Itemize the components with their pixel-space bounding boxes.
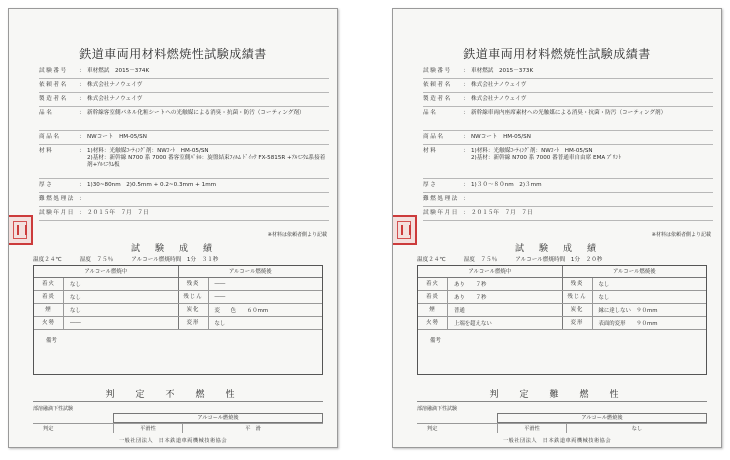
field-list	[423, 65, 713, 221]
field-thickness: 厚さ ： 1)３０～８０nm 2)３mm	[423, 179, 713, 193]
remarks-label: 備考	[46, 338, 57, 344]
verdict: 判 定 難 燃 性	[489, 390, 625, 400]
table-row: 火勢 ―― 変形 なし	[34, 317, 322, 330]
results-table	[33, 265, 323, 375]
field-list	[39, 65, 329, 221]
field-product-name: 品名 ： 新幹線客室側パネル化粧シートへの光触媒による消臭・抗菌・防汚（コーティング剤）	[39, 107, 329, 131]
document-title: 鉄道車両用材料燃焼性試験成績書	[79, 47, 267, 61]
table-row: 煙 なし 炭化 変 色 ６０mm	[34, 304, 322, 317]
results-title: 試 験 成 績	[130, 244, 215, 254]
table-row: 着火 なし 残炎 ――	[34, 278, 322, 291]
drip-test-label: 部溶融滴下性試験	[417, 406, 458, 412]
header-during-burn: アルコール燃焼中	[418, 266, 563, 277]
issuer: 一般社団法人 日本鉄道車両機械技術協会	[118, 438, 228, 444]
field-flame-treatment: 難燃処理法 ：	[423, 193, 713, 207]
field-trade-name: 商品名 ： NWコート HM-05/SN	[423, 131, 713, 145]
drip-test-header: アルコール燃焼後	[113, 413, 323, 423]
burn-duration: アルコール燃焼時間 1分 ３１秒	[131, 257, 219, 263]
header-after-burn: アルコール燃焼後	[612, 269, 656, 275]
table-row: 着炎 なし 残じん ――	[34, 291, 322, 304]
document-title: 鉄道車両用材料燃焼性試験成績書	[463, 47, 651, 61]
verdict: 判 定 不 燃 性	[105, 390, 241, 400]
field-requester: 依頼者名 ： 株式会社ナノウェイヴ	[39, 79, 329, 93]
test-conditions	[417, 255, 707, 263]
field-manufacturer: 製造者名 ： 株式会社ナノウェイヴ	[39, 93, 329, 107]
divider	[417, 401, 707, 402]
humidity: 湿度 ７５％	[79, 257, 114, 263]
field-flame-treatment: 難燃処理法 ：	[39, 193, 329, 207]
remarks-label: 備考	[430, 338, 441, 344]
table-row: 煙 普通 炭化 縁に達しない ９０mm	[418, 304, 706, 317]
certificate-document-left	[8, 8, 338, 448]
material-note: ※材料は依頼者側より記載	[651, 232, 711, 238]
results-table	[417, 265, 707, 375]
drip-test-header: アルコール燃焼後	[497, 413, 707, 423]
field-thickness: 厚さ ： 1)30~80nm 2)0.5mm + 0.2~0.3mm + 1mm	[39, 179, 329, 193]
temperature: 温度２４℃	[33, 257, 62, 263]
drip-test-table	[417, 413, 707, 433]
material-note: ※材料は依頼者側より記載	[267, 232, 327, 238]
field-test-date: 試験年月日 ： ２０１５年 ７月 ７日	[423, 207, 713, 221]
table-row: 火勢 上端を超えない 変形 表面的変形 ９０mm	[418, 317, 706, 330]
field-product-name: 品名 ： 新幹線車両内座席素材への光触媒による消臭・抗菌・防汚（コーティング剤）	[423, 107, 713, 131]
drip-test-table	[33, 413, 323, 433]
burn-duration: アルコール燃焼時間 1分 ２０秒	[515, 257, 603, 263]
results-table-header	[418, 266, 706, 278]
drip-test-label: 部溶融滴下性試験	[33, 406, 74, 412]
results-title: 試 験 成 績	[514, 244, 599, 254]
divider	[33, 401, 323, 402]
results-table-header	[34, 266, 322, 278]
field-manufacturer: 製造者名 ： 株式会社ナノウェイヴ	[423, 93, 713, 107]
header-after-burn: アルコール燃焼後	[228, 269, 272, 275]
table-row: 着炎 あり ７秒 残じん なし	[418, 291, 706, 304]
humidity: 湿度 ７５％	[463, 257, 498, 263]
field-requester: 依頼者名 ： 株式会社ナノウェイヴ	[423, 79, 713, 93]
field-material: 材料 ： 1)材料：光触媒ｺｰﾃｨﾝｸﾞ剤：NWｺｰﾄ HM-05/SN 2)基材：新幹線 N700 系 7000 番普通車自由席 EMA ﾌﾟﾘﾝﾄ	[423, 145, 713, 179]
field-material: 材料 ： 1)材料：光触媒ｺｰﾃｨﾝｸﾞ剤：NWｺｰﾄ HM-05/SN 2)基材：新幹線 N700 系 7000 番客室側ﾊﾟﾈﾙ：旋盤結束ﾌｨﾙﾑ ﾄﾞｲｯｸ FX-5815R +ｱﾙﾐﾆｳﾑ系接着剤+ｱﾙﾐﾆｳﾑ板	[39, 145, 329, 179]
table-row: 着火 あり ７秒 残炎 なし	[418, 278, 706, 291]
certificate-document-right	[392, 8, 722, 448]
field-test-date: 試験年月日 ： ２０１５年 ７月 ７日	[39, 207, 329, 221]
field-test-number: 試験番号 ： 車材燃試 2015－373K	[423, 65, 713, 79]
field-test-number: 試験番号 ： 車材燃試 2015－374K	[39, 65, 329, 79]
header-during-burn: アルコール燃焼中	[34, 266, 179, 277]
drip-test-row: 判定 平滑性 平 滑	[33, 423, 323, 433]
test-conditions	[33, 255, 323, 263]
drip-test-row: 判定 平滑性 なし	[417, 423, 707, 433]
temperature: 温度２４℃	[417, 257, 446, 263]
field-trade-name: 商品名 ： NWコート HM-05/SN	[39, 131, 329, 145]
issuer: 一般社団法人 日本鉄道車両機械技術協会	[502, 438, 612, 444]
